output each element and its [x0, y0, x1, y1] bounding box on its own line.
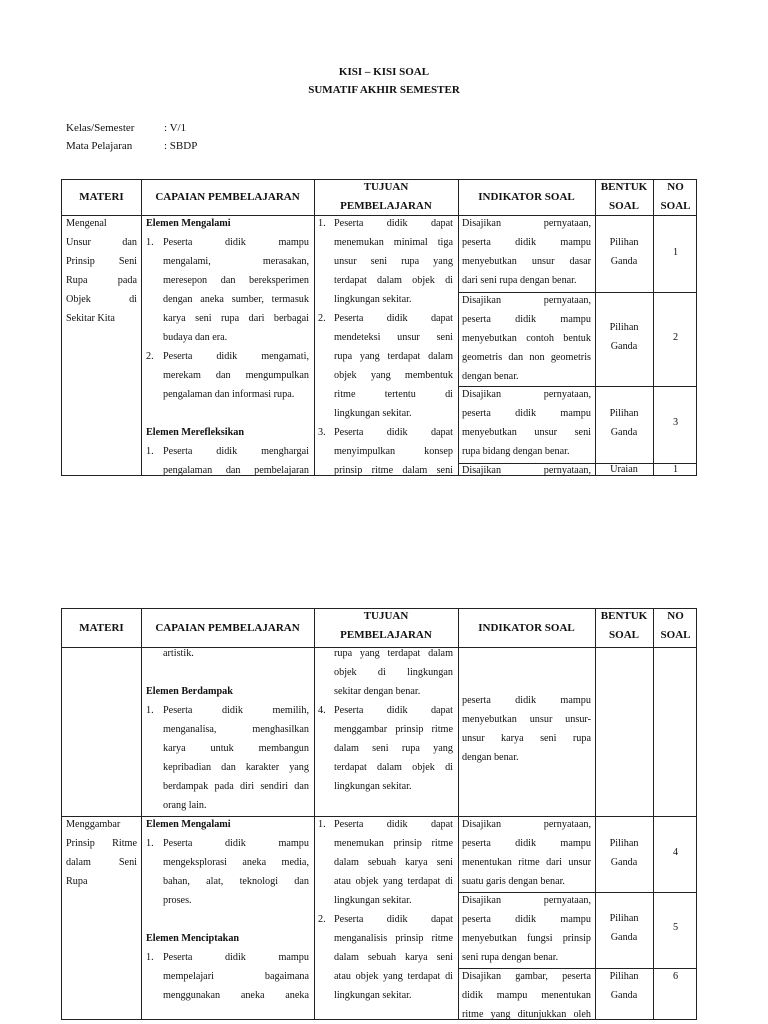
indikator-line: menyebutkan fungsi prinsip: [462, 933, 591, 944]
materi-cell: [66, 815, 137, 891]
indikator-line: geometris dan non geometris: [462, 352, 591, 363]
bentuk-line: Pilihan: [609, 237, 639, 248]
list-number: 1.: [146, 446, 154, 457]
capaian-line: berdampak pada diri sendiri dan: [163, 781, 309, 792]
indikator-line: rupa bidang dengan benar.: [462, 446, 570, 457]
indikator-line: dengan benar.: [462, 752, 519, 763]
capaian-line: Peserta didik menghargai: [163, 446, 309, 457]
indikator-line: Disajikan pernyataan,: [462, 465, 591, 476]
doc-title-line2: SUMATIF AKHIR SEMESTER: [308, 84, 460, 96]
header-bentuk-line1: BENTUK: [600, 610, 648, 622]
capaian-line: Peserta didik memilih,: [163, 705, 309, 716]
materi-line: Mengenal: [66, 218, 107, 229]
indikator-line: dengan benar.: [462, 371, 519, 382]
tujuan-item: [334, 815, 453, 910]
tujuan-item: [334, 910, 453, 1005]
kelas-label: Kelas/Semester: [66, 122, 135, 134]
bentuk-cell: [595, 834, 653, 872]
mapel-label: Mata Pelajaran: [66, 140, 133, 152]
capaian-item: [163, 442, 309, 476]
bentuk-line: Pilihan: [609, 408, 639, 419]
capaian-line: bahan, alat, teknologi dan: [163, 876, 309, 887]
capaian-item: [163, 834, 309, 910]
capaian-line: karya untuk membangun: [163, 743, 309, 754]
materi-line: Objek di: [66, 294, 137, 305]
bentuk-line: Ganda: [610, 427, 638, 438]
no-cell: 4: [672, 847, 679, 858]
header-indikator: INDIKATOR SOAL: [478, 621, 575, 634]
capaian-line: menganalisa, menghasilkan: [163, 724, 309, 735]
capaian-line: mengeksplorasi aneka media,: [163, 857, 309, 868]
indikator-line: Disajikan pernyataan,: [462, 218, 591, 229]
materi-line: Menggambar: [66, 819, 121, 830]
bentuk-line: Pilihan: [609, 322, 639, 333]
indikator-line: peserta didik mampu: [462, 838, 591, 849]
tujuan-item: [334, 214, 453, 309]
tujuan-line: atau objek yang terdapat di: [334, 876, 453, 887]
tujuan-line: Peserta didik dapat: [334, 427, 453, 438]
indikator-line: ritme yang ditunjukkan oleh: [462, 1009, 591, 1020]
materi-line: Rupa: [66, 876, 88, 887]
no-cell: 1: [672, 464, 679, 475]
materi-cell: [66, 214, 137, 328]
header-tujuan-line2: PEMBELAJARAN: [340, 200, 432, 212]
list-number: 1.: [146, 705, 154, 716]
tujuan-item: [334, 423, 453, 476]
tujuan-line: Peserta didik dapat: [334, 218, 453, 229]
indikator-line: Disajikan pernyataan,: [462, 389, 591, 400]
tujuan-line: atau objek yang terdapat di: [334, 971, 453, 982]
header-no-line1: NO: [667, 610, 684, 622]
list-number: 2.: [318, 914, 326, 925]
bentuk-cell: [595, 233, 653, 271]
capaian-line: orang lain.: [163, 800, 207, 811]
kelas-value: : V/1: [164, 122, 187, 134]
capaian-item: [163, 701, 309, 815]
materi-line: Rupa pada: [66, 275, 137, 286]
tujuan-line: lingkungan sekitar.: [334, 408, 412, 419]
bentuk-line: Pilihan: [609, 971, 639, 982]
capaian-element-title: Elemen Mengalami: [146, 218, 231, 229]
mapel-value: : SBDP: [164, 140, 198, 152]
tujuan-line: Peserta didik dapat: [334, 705, 453, 716]
tujuan-line: objek di lingkungan: [334, 667, 453, 678]
indikator-cell: [462, 461, 591, 476]
indikator-line: peserta didik mampu: [462, 237, 591, 248]
list-number: 2.: [318, 313, 326, 324]
capaian-element-title: Elemen Berdampak: [146, 686, 233, 697]
list-number: 4.: [318, 705, 326, 716]
list-number: 2.: [146, 351, 154, 362]
header-no-line1: NO: [667, 181, 684, 193]
bentuk-cell: [595, 967, 653, 1005]
capaian-item: [163, 233, 309, 347]
capaian-element-title: Elemen Merefleksikan: [146, 427, 244, 438]
capaian-line: karya seni rupa dari berbagai: [163, 313, 309, 324]
no-cell: 2: [672, 332, 679, 343]
indikator-line: didik mampu menentukan: [462, 990, 591, 1001]
indikator-line: menentukan ritme dari unsur: [462, 857, 591, 868]
tujuan-line: unsur seni rupa yang: [334, 256, 453, 267]
tujuan-item: [334, 701, 453, 796]
indikator-cell: [462, 385, 591, 461]
header-materi: MATERI: [79, 621, 124, 634]
list-number: 3.: [318, 427, 326, 438]
indikator-line: menyebutkan unsur seni: [462, 427, 591, 438]
tujuan-item: [334, 309, 453, 423]
list-number: 1.: [146, 838, 154, 849]
tujuan-line: Peserta didik dapat: [334, 914, 453, 925]
header-bentuk: [595, 608, 653, 646]
header-bentuk-line2: SOAL: [609, 629, 639, 641]
bentuk-line: Ganda: [610, 256, 638, 267]
bentuk-cell: [595, 318, 653, 356]
kisi-table-1: [61, 179, 697, 476]
bentuk-line: Pilihan: [609, 838, 639, 849]
header-no: [653, 179, 697, 217]
bentuk-cell: [595, 404, 653, 442]
tujuan-line: terdapat dalam objek di: [334, 762, 453, 773]
header-indikator: INDIKATOR SOAL: [478, 191, 575, 203]
no-cell: 1: [672, 247, 679, 258]
tujuan-line: terdapat dalam objek di: [334, 275, 453, 286]
indikator-line: peserta didik mampu: [462, 914, 591, 925]
capaian-line: merekam dan mengumpulkan: [163, 370, 309, 381]
indikator-line: suatu garis dengan benar.: [462, 876, 565, 887]
bentuk-line: Pilihan: [609, 913, 639, 924]
header-bentuk-line1: BENTUK: [600, 181, 648, 193]
tujuan-line: rupa yang terdapat dalam: [334, 351, 453, 362]
doc-title-line1: KISI – KISI SOAL: [338, 66, 430, 78]
indikator-line: dari seni rupa dengan benar.: [462, 275, 577, 286]
bentuk-line: Ganda: [610, 990, 638, 1001]
meta-mapel: [66, 140, 197, 152]
indikator-cell: [462, 291, 591, 386]
indikator-line: Disajikan pernyataan,: [462, 295, 591, 306]
indikator-line: peserta didik mampu: [462, 314, 591, 325]
indikator-cell: [462, 891, 591, 967]
materi-line: Sekitar Kita: [66, 313, 115, 324]
capaian-continued: artistik.: [163, 648, 194, 659]
capaian-line: dengan aneka sumber, termasuk: [163, 294, 309, 305]
indikator-line: menyebutkan contoh bentuk: [462, 333, 591, 344]
header-no: [653, 608, 697, 646]
materi-line: Prinsip Ritme: [66, 838, 137, 849]
indikator-line: Disajikan pernyataan,: [462, 819, 591, 830]
tujuan-line: menggambar prinsip ritme: [334, 724, 453, 735]
list-number: 1.: [318, 218, 326, 229]
tujuan-line: dalam sebuah karya seni: [334, 857, 453, 868]
tujuan-line: Peserta didik dapat: [334, 819, 453, 830]
indikator-cell: [462, 691, 591, 767]
indikator-line: Disajikan pernyataan,: [462, 895, 591, 906]
header-no-line2: SOAL: [660, 200, 691, 212]
indikator-cell: [462, 967, 591, 1020]
indikator-line: seni rupa dengan benar.: [462, 952, 559, 963]
bentuk-cell: [595, 460, 653, 476]
header-no-line2: SOAL: [660, 629, 691, 641]
indikator-cell: [462, 815, 591, 891]
no-cell: 6: [672, 971, 679, 982]
tujuan-line: lingkungan sekitar.: [334, 990, 412, 1001]
bentuk-line: Ganda: [610, 857, 638, 868]
capaian-line: mempelajari bagaimana: [163, 971, 309, 982]
capaian-line: Peserta didik mampu: [163, 952, 309, 963]
indikator-cell: [462, 214, 591, 290]
header-tujuan: [314, 179, 458, 217]
tujuan-line: menganalisis prinsip ritme: [334, 933, 453, 944]
kisi-table-2: [61, 608, 697, 1020]
capaian-line: Peserta didik mampu: [163, 237, 309, 248]
tujuan-line: menemukan minimal tiga: [334, 237, 453, 248]
tujuan-line: lingkungan sekitar.: [334, 294, 412, 305]
indikator-line: menyebutkan unsur unsur-: [462, 714, 591, 725]
capaian-item: [163, 347, 309, 404]
list-number: 1.: [146, 952, 154, 963]
tujuan-line: ritme tertentu di: [334, 389, 453, 400]
indikator-line: Disajikan gambar, peserta: [462, 971, 591, 982]
list-number: 1.: [318, 819, 326, 830]
capaian-line: menggunakan aneka aneka: [163, 990, 309, 1001]
capaian-element-title: Elemen Mengalami: [146, 819, 231, 830]
list-number: 1.: [146, 237, 154, 248]
indikator-line: peserta didik mampu: [462, 695, 591, 706]
tujuan-line: menemukan prinsip ritme: [334, 838, 453, 849]
capaian-line: Peserta didik mampu: [163, 838, 309, 849]
capaian-line: proses.: [163, 895, 192, 906]
materi-line: Unsur dan: [66, 237, 137, 248]
capaian-line: pengalaman dan informasi rupa.: [163, 389, 295, 400]
tujuan-line: menyimpulkan konsep: [334, 446, 453, 457]
materi-line: dalam Seni: [66, 857, 137, 868]
tujuan-line: objek yang membentuk: [334, 370, 453, 381]
indikator-line: unsur karya seni rupa: [462, 733, 591, 744]
tujuan-line: mendeteksi unsur seni: [334, 332, 453, 343]
tujuan-line: lingkungan sekitar.: [334, 895, 412, 906]
header-capaian: CAPAIAN PEMBELAJARAN: [155, 621, 300, 634]
capaian-line: meresepon dan bereksperimen: [163, 275, 309, 286]
header-materi: MATERI: [79, 191, 124, 203]
header-tujuan: [314, 608, 458, 646]
no-cell: 5: [672, 922, 679, 933]
tujuan-line: rupa yang terdapat dalam: [334, 648, 453, 659]
capaian-line: mengalami, merasakan,: [163, 256, 309, 267]
header-bentuk: [595, 179, 653, 217]
materi-line: Prinsip Seni: [66, 256, 137, 267]
bentuk-line: Ganda: [610, 932, 638, 943]
tujuan-continued: [334, 644, 453, 701]
bentuk-line: Ganda: [610, 341, 638, 352]
tujuan-line: Peserta didik dapat: [334, 313, 453, 324]
no-cell: 3: [672, 417, 679, 428]
meta-kelas: [66, 122, 186, 134]
bentuk-cell: [595, 909, 653, 947]
header-bentuk-line2: SOAL: [609, 200, 639, 212]
tujuan-line: lingkungan sekitar.: [334, 781, 412, 792]
indikator-line: peserta didik mampu: [462, 408, 591, 419]
capaian-line: pengalaman dan pembelajaran: [163, 465, 309, 476]
capaian-line: budaya dan era.: [163, 332, 228, 343]
header-tujuan-line1: TUJUAN: [363, 610, 409, 622]
bentuk-line: Uraian: [610, 464, 638, 475]
capaian-element-title: Elemen Menciptakan: [146, 933, 240, 944]
header-capaian: CAPAIAN PEMBELAJARAN: [155, 191, 300, 203]
header-tujuan-line1: TUJUAN: [363, 181, 409, 193]
tujuan-line: prinsip ritme dalam seni: [334, 465, 453, 476]
capaian-line: kepribadian dan karakter yang: [163, 762, 309, 773]
tujuan-line: dalam seni rupa yang: [334, 743, 453, 754]
indikator-line: menyebutkan unsur dasar: [462, 256, 591, 267]
tujuan-line: sekitar dengan benar.: [334, 686, 421, 697]
capaian-item: [163, 948, 309, 1005]
capaian-line: Peserta didik mengamati,: [163, 351, 309, 362]
tujuan-line: dalam sebuah karya seni: [334, 952, 453, 963]
header-tujuan-line2: PEMBELAJARAN: [340, 629, 432, 641]
